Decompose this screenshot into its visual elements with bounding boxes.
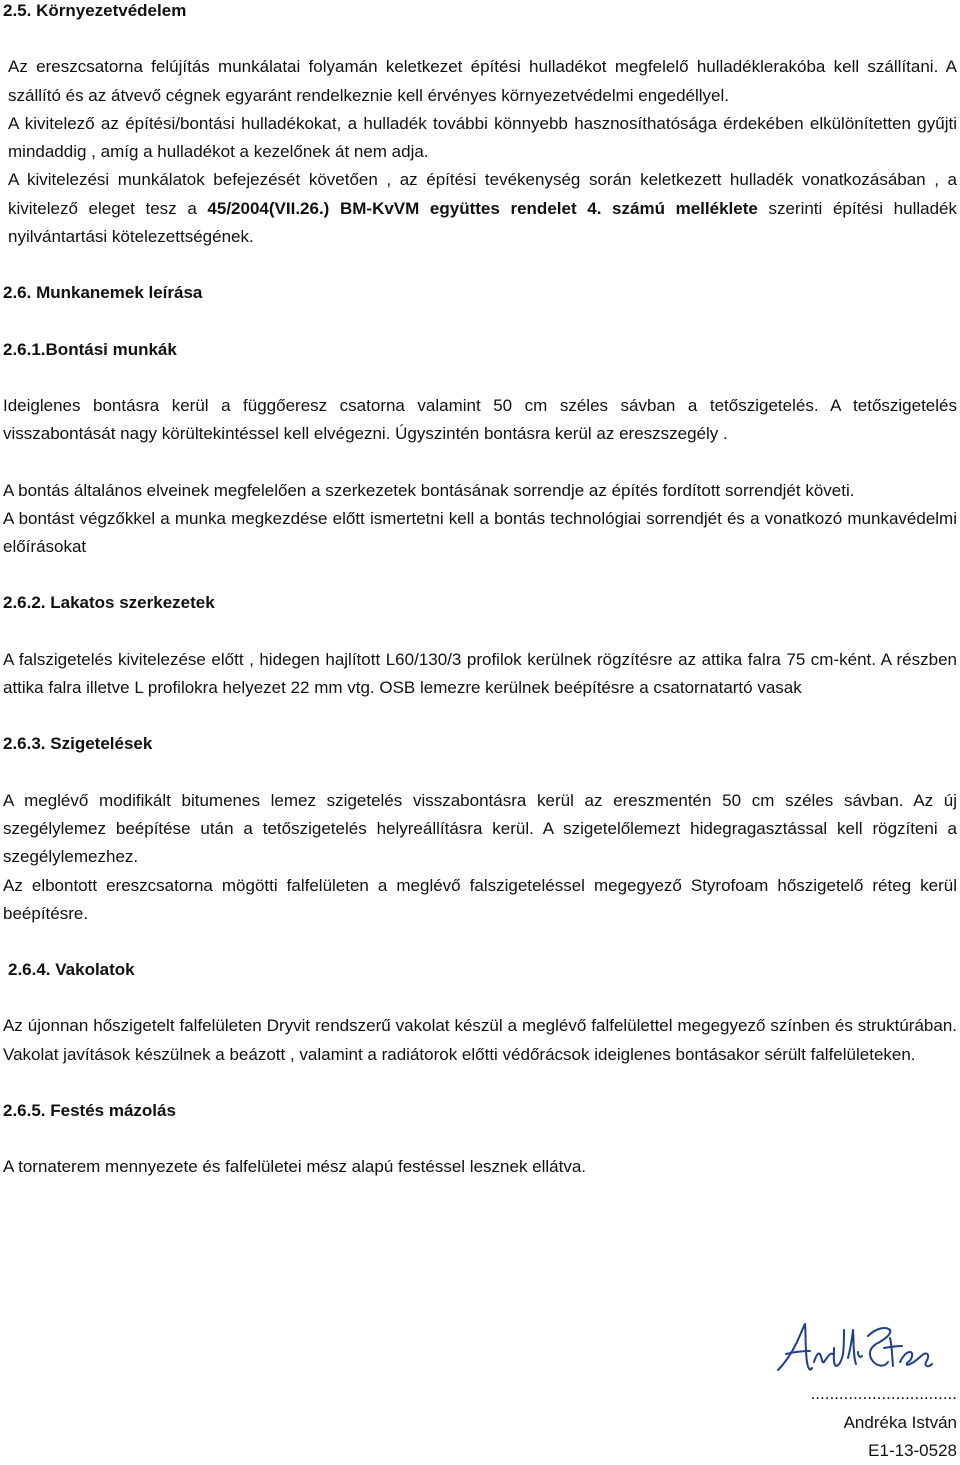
paragraph: A kivitelezési munkálatok befejezését követően , az építési tevékenység során keletkezett hulladék vonatkozásában , a kivitelező eleget tesz a 45/2004(VII.26.) BM-KvVM együttes rendelet 4. számú melléklete szerinti építési hulladék nyilvántartási kötelezettségének. xyxy=(8,170,957,247)
section-heading-2-5: 2.5. Környezetvédelem xyxy=(3,1,187,20)
section-heading-2-6-3: 2.6.3. Szigetelések xyxy=(3,734,153,754)
section-heading-2-6-5: 2.6.5. Festés mázolás xyxy=(3,1101,176,1121)
section-heading-2-6: 2.6. Munkanemek leírása xyxy=(3,283,203,303)
paragraph: A bontást végzőkkel a munka megkezdése előtt ismertetni kell a bontás technológiai sorrendjét és a vonatkozó munkavédelmi előírásokat xyxy=(3,508,957,557)
paragraph: Az ereszcsatorna felújítás munkálatai folyamán keletkezet építési hulladékot megfelelő hulladéklerakóba kell szállítani. A szállító és az átvevő cégnek egyaránt rendelkeznie kell érvényes környezetvédelmi engedéllyel. xyxy=(8,57,957,105)
document-page xyxy=(3,0,957,1182)
paragraph: A tornaterem mennyezete és falfelületei mész alapú festéssel lesznek ellátva. xyxy=(3,1157,587,1177)
signer-name: Andréka István xyxy=(843,1413,957,1432)
regulation-reference: 45/2004(VII.26.) BM-KvVM együttes rendelet 4. számú melléklete xyxy=(207,198,758,218)
paragraph: Ideiglenes bontásra kerül a függőeresz csatorna valamint 50 cm széles sávban a tetőszigetelés. A tetőszigetelés visszabontását nagy körültekintéssel kell elvégezni. Úgyszintén bontásra kerül az ereszszegély . xyxy=(3,395,957,444)
section-heading-2-6-1: 2.6.1.Bontási munkák xyxy=(3,339,177,359)
paragraph: Az újonnan hőszigetelt falfelületen Dryvit rendszerű vakolat készül a meglévő falfelülettel megegyező színben és struktúrában. Vakolat javítások készülnek a beázott , valamint a radiátorok előtti védőrácsok ideiglenes bontásakor sérült falfelületeken. xyxy=(3,1016,957,1064)
signer-license-id: E1-13-0528 xyxy=(868,1441,957,1460)
section-heading-2-6-4: 2.6.4. Vakolatok xyxy=(8,960,135,980)
paragraph: A bontás általános elveinek megfelelően a szerkezetek bontásának sorrendje az építés fordított sorrendjét követi. xyxy=(3,480,855,500)
signature-line: ............................... xyxy=(810,1384,957,1403)
paragraph: A falszigetelés kivitelezése előtt , hidegen hajlított L60/130/3 profilok kerülnek rögzítésre az attika falra 75 cm-ként. A részben attika falra illetve L profilokra helyezet 22 mm vtg. OSB lemezre kerülnek beépítésre a csatornatartó vasak xyxy=(3,649,957,698)
paragraph: Az elbontott ereszcsatorna mögötti falfelületen a meglévő falszigeteléssel megegyező Styrofoam hőszigetelő réteg kerül beépítésre. xyxy=(3,875,957,923)
paragraph: A meglévő modifikált bitumenes lemez szigetelés visszabontásra kerül az ereszmentén 50 cm széles sávban. Az új szegélylemez beépítése után a tetőszigetelés helyreállításra kerül. A szigetelőlemezt hidegragasztással kell rögzíteni a szegélylemezhez. xyxy=(3,790,957,867)
handwritten-signature xyxy=(772,1318,937,1380)
paragraph: A kivitelező az építési/bontási hulladékokat, a hulladék további könnyebb hasznosíthatósága érdekében elkülönítetten gyűjti mindaddig , amíg a hulladékot a kezelőnek át nem adja. xyxy=(8,113,957,162)
section-heading-2-6-2: 2.6.2. Lakatos szerkezetek xyxy=(3,593,215,613)
